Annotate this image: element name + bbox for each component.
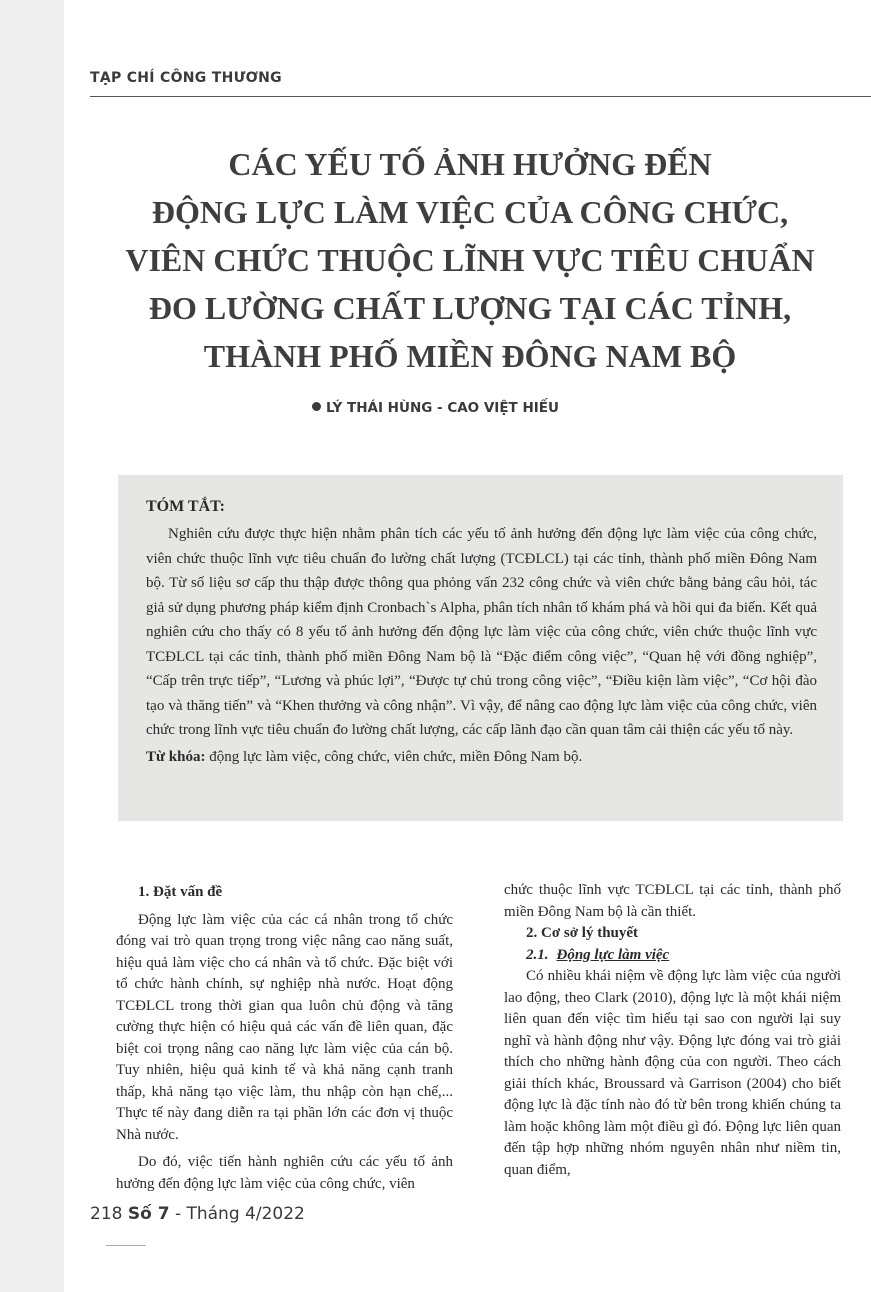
section-title: 1. Đặt vấn đề bbox=[138, 884, 223, 900]
title-line: VIÊN CHỨC THUỘC LĨNH VỰC TIÊU CHUẨN bbox=[125, 242, 815, 278]
issue-date: - Tháng 4/2022 bbox=[174, 1204, 305, 1224]
bullet-icon bbox=[312, 402, 321, 411]
abstract-text: Nghiên cứu được thực hiện nhằm phân tích các yếu tố ảnh hưởng đến động lực làm việc của công chức, viên chức thuộc lĩnh vực tiêu chuẩn đo lường chất lượng (TCĐLCL) tại các tỉnh, thành phố miền Đông Nam bộ. Từ số liệu sơ cấp thu thập được thông qua phỏng vấn 232 công chức và viên chức bằng bảng câu hỏi, tác giả sử dụng phương pháp kiểm định Cronbach`s Alpha, phân tích nhân tố khám phá và hồi qui đa biến. Kết quả nghiên cứu cho thấy có 8 yếu tố ảnh hưởng đến động lực làm việc của công chức, viên chức thuộc lĩnh vực TCĐLCL tại các tỉnh, thành phố miền Đông Nam bộ là “Đặc điểm công việc”, “Quan hệ với đồng nghiệp”, “Cấp trên trực tiếp”, “Lương và phúc lợi”, “Được tự chủ trong công việc”, “Điều kiện làm việc”, “Cơ hội đào tạo và thăng tiến” và “Khen thưởng và công nhận”. Vì vậy, để nâng cao động lực làm việc của công chức, viên chức trong lĩnh vực tiêu chuẩn đo lường chất lượng, các cấp lãnh đạo cần quan tâm cải thiện các yếu tố này. bbox=[146, 526, 817, 738]
abstract-heading: TÓM TẮT: bbox=[146, 498, 225, 515]
abstract-box bbox=[118, 475, 843, 821]
paragraph-continuation: chức thuộc lĩnh vực TCĐLCL tại các tỉnh, thành phố miền Đông Nam bộ là cần thiết. bbox=[504, 882, 841, 920]
body-column-left bbox=[116, 882, 453, 1195]
keywords-label: Từ khóa: bbox=[146, 748, 206, 765]
page-footer bbox=[90, 1204, 305, 1224]
paragraph: Động lực làm việc của các cá nhân trong tổ chức đóng vai trò quan trọng trong việc nâng cao năng suất, hiệu quả làm việc cho cá nhân và tổ chức. Đặc biệt với tổ chức hành chính, sự nghiệp nhà nước. Hoạt động TCĐLCL trong thời gian qua luôn chủ động và tăng cường thực hiện có hiệu quả các vấn đề liên quan, đặc biệt coi trọng nâng cao năng lực làm việc của cán bộ. Tuy nhiên, hiệu quả kinh tế và khả năng cạnh tranh thấp, khả năng tạo việc làm, thu nhập còn hạn chế,... Thực tế này đang diễn ra tại phần lớn các đơn vị thuộc Nhà nước. bbox=[116, 911, 453, 1143]
subsection-title-text: Động lực làm việc bbox=[556, 946, 670, 963]
title-line: THÀNH PHỐ MIỀN ĐÔNG NAM BỘ bbox=[203, 338, 737, 374]
keywords-text: động lực làm việc, công chức, viên chức, miền Đông Nam bộ. bbox=[209, 748, 583, 765]
page-number: 218 bbox=[90, 1204, 123, 1224]
article-title bbox=[80, 140, 860, 380]
journal-header: TẠP CHÍ CÔNG THƯƠNG bbox=[90, 70, 282, 86]
subsection-title bbox=[504, 945, 841, 967]
title-line: CÁC YẾU TỐ ẢNH HƯỞNG ĐẾN bbox=[228, 146, 712, 182]
header-rule bbox=[90, 96, 871, 97]
footer-rule bbox=[106, 1245, 146, 1246]
author-line bbox=[0, 400, 871, 416]
author-names: LÝ THÁI HÙNG - CAO VIỆT HIẾU bbox=[326, 400, 559, 416]
keywords bbox=[146, 745, 817, 769]
title-line: ĐỘNG LỰC LÀM VIỆC CỦA CÔNG CHỨC, bbox=[151, 194, 789, 230]
page-margin-strip bbox=[0, 0, 64, 1292]
subsection-number: 2.1. bbox=[526, 946, 549, 963]
issue-number: Số 7 bbox=[127, 1204, 170, 1224]
paragraph: Có nhiều khái niệm về động lực làm việc của người lao động, theo Clark (2010), động lực là một khái niệm liên quan đến việc tìm hiểu tại sao con người lại suy nghĩ và hành động như vậy. Động lực đóng vai trò giải thích cho những hành động của con người. Theo cách giải thích khác, Broussard và Garrison (2004) cho biết động lực là đặc tính nào đó từ bên trong khiến chúng ta làm hoặc không làm một điều gì đó. Động lực liên quan đến tập hợp những nhóm nguyên nhân như niềm tin, quan điểm, bbox=[504, 968, 841, 1178]
paragraph: Do đó, việc tiến hành nghiên cứu các yếu tố ảnh hưởng đến động lực làm việc của công chức, viên bbox=[116, 1154, 453, 1192]
section-title: 2. Cơ sở lý thuyết bbox=[526, 925, 639, 941]
body-column-right bbox=[504, 880, 841, 1181]
title-line: ĐO LƯỜNG CHẤT LƯỢNG TẠI CÁC TỈNH, bbox=[148, 290, 792, 326]
